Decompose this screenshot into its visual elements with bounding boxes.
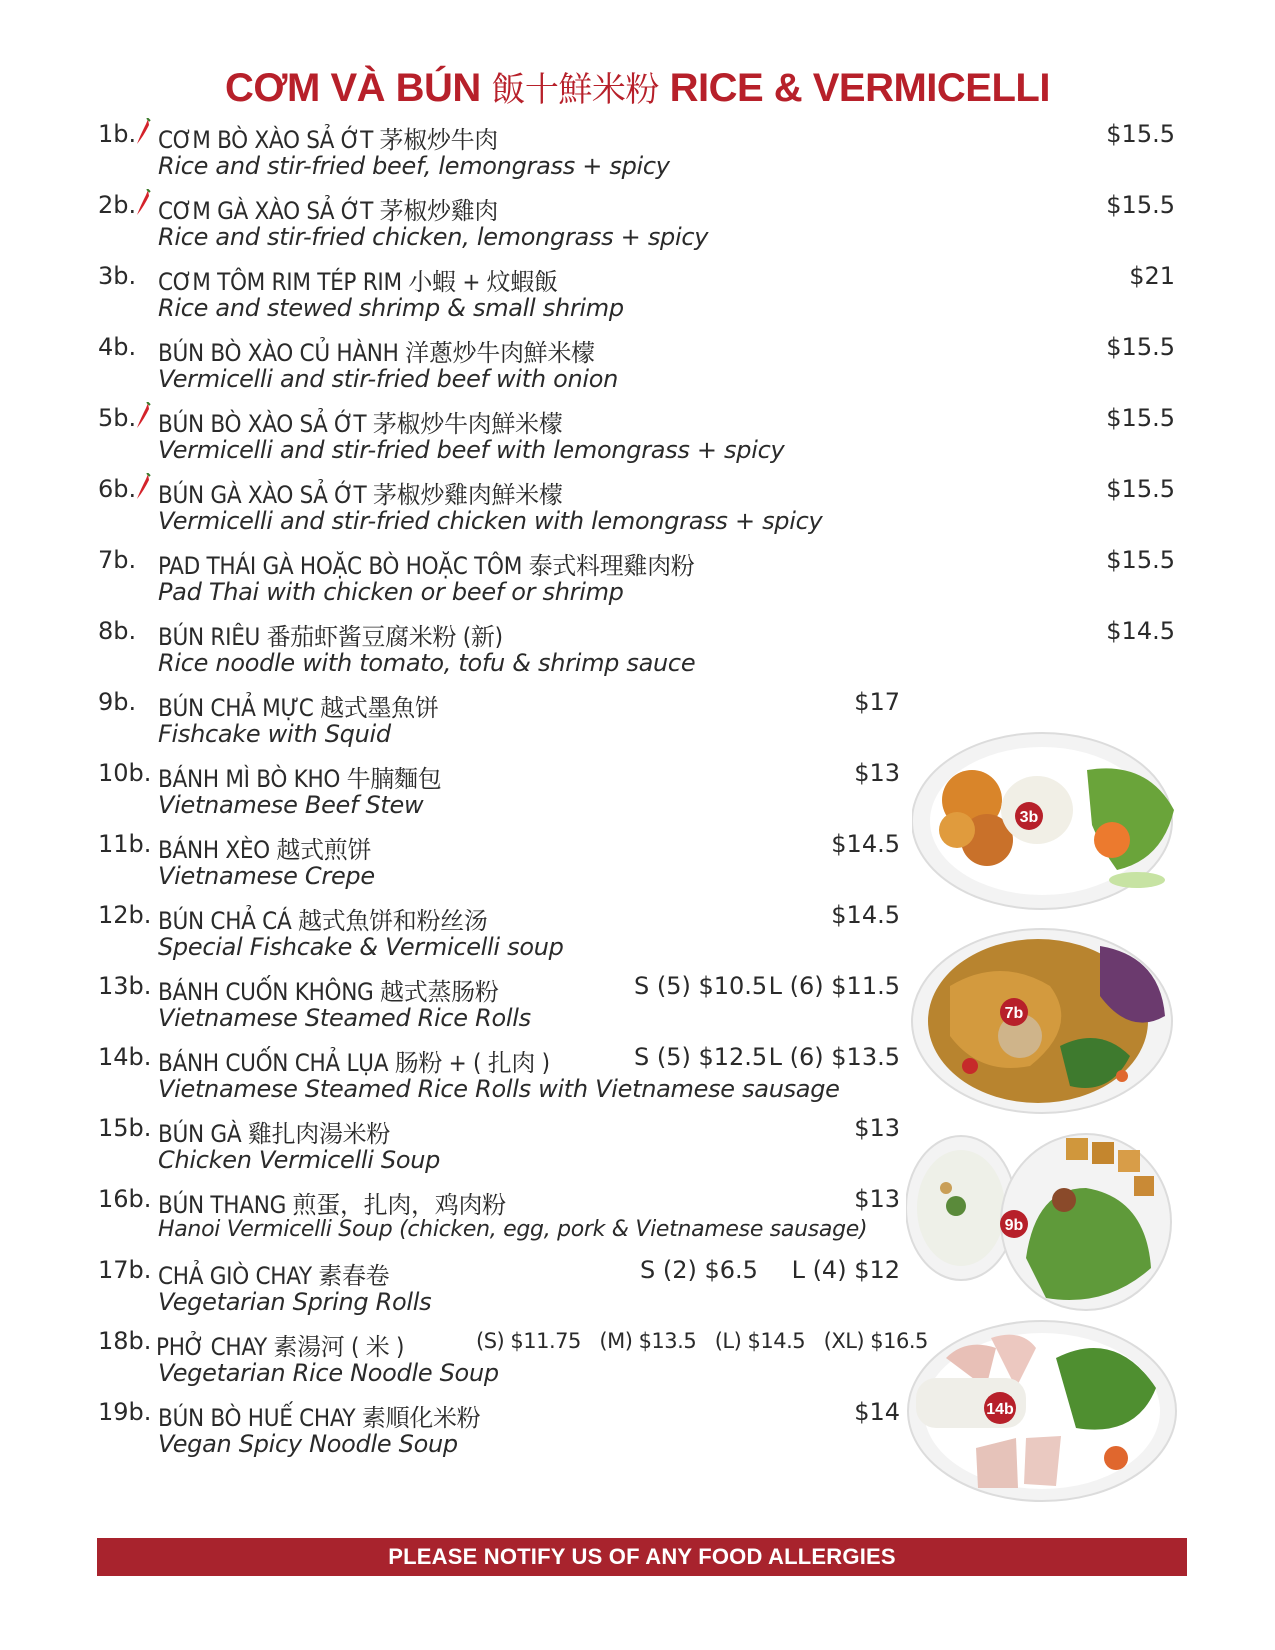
- chili-pepper-icon: [134, 189, 154, 217]
- item-number: 16b.: [98, 1185, 152, 1213]
- item-price: $13: [854, 759, 900, 787]
- item-name: BÚN BÒ XÀO SẢ ỚT 茅椒炒牛肉鮮米檬: [158, 410, 563, 438]
- item-description: Vegetarian Rice Noodle Soup: [158, 1359, 499, 1387]
- item-description: Rice noodle with tomato, tofu & shrimp sauce: [158, 649, 696, 677]
- item-price: $14.5: [831, 830, 900, 858]
- item-price: $14.5: [1106, 617, 1175, 645]
- item-price: $15.5: [1106, 191, 1175, 219]
- menu-item-5b: [0, 404, 1275, 476]
- item-price-small: S (5) $12.5: [634, 1043, 768, 1071]
- item-name: BÚN GÀ 雞扎肉湯米粉: [158, 1120, 391, 1148]
- photo-label-14b: 14b: [986, 1401, 1014, 1418]
- item-price-large: L (6) $13.5: [768, 1043, 900, 1071]
- item-name: BÚN BÒ XÀO CỦ HÀNH 洋蔥炒牛肉鮮米檬: [158, 339, 595, 367]
- item-number: 19b.: [98, 1398, 152, 1426]
- item-number: 7b.: [98, 546, 137, 574]
- item-number: 17b.: [98, 1256, 152, 1284]
- menu-item-1b: [0, 120, 1275, 192]
- item-name: CHẢ GIÒ CHAY 素春卷: [158, 1262, 390, 1290]
- item-name: CƠM GÀ XÀO SẢ ỚT 茅椒炒雞肉: [158, 197, 499, 225]
- dish-photo-3b: [912, 730, 1182, 912]
- item-price: $14.5: [831, 901, 900, 929]
- item-number: 4b.: [98, 333, 137, 361]
- dish-photo-14b: [906, 1318, 1178, 1504]
- chili-pepper-icon: [134, 118, 154, 146]
- menu-item-2b: [0, 191, 1275, 263]
- item-price: $17: [854, 688, 900, 716]
- item-name: BÚN RIÊU 番茄虾酱豆腐米粉 (新): [158, 623, 503, 651]
- item-name: BÚN CHẢ CÁ 越式魚饼和粉丝汤: [158, 907, 488, 935]
- item-description: Rice and stir-fried chicken, lemongrass + spicy: [158, 223, 709, 251]
- item-number: 18b.: [98, 1327, 152, 1355]
- item-price: $15.5: [1106, 546, 1175, 574]
- item-name: BÁNH XÈO 越式煎饼: [158, 836, 372, 864]
- item-number: 5b.: [98, 404, 137, 432]
- item-price: $15.5: [1106, 475, 1175, 503]
- item-price: $21: [1129, 262, 1175, 290]
- item-description: Chicken Vermicelli Soup: [158, 1146, 441, 1174]
- item-number: 3b.: [98, 262, 137, 290]
- item-description: Hanoi Vermicelli Soup (chicken, egg, pork & Vietnamese sausage): [158, 1217, 868, 1242]
- item-description: Vermicelli and stir-fried beef with onion: [158, 365, 619, 393]
- item-number: 15b.: [98, 1114, 152, 1142]
- item-price-small: S (5) $10.5: [634, 972, 768, 1000]
- item-number: 13b.: [98, 972, 152, 1000]
- item-name: CƠM BÒ XÀO SẢ ỚT 茅椒炒牛肉: [158, 126, 499, 154]
- chili-pepper-icon: [134, 473, 154, 501]
- dish-photo-7b: [910, 926, 1180, 1116]
- item-description: Vietnamese Beef Stew: [158, 791, 424, 819]
- menu-item-3b: [0, 262, 1275, 334]
- dish-photo-9b: [906, 1128, 1176, 1314]
- item-name: PHỞ CHAY 素湯河 ( 米 ): [156, 1333, 405, 1361]
- item-price: $13: [854, 1185, 900, 1213]
- item-description: Vermicelli and stir-fried beef with lemongrass + spicy: [158, 436, 785, 464]
- photo-label-3b: 3b: [1019, 809, 1039, 826]
- item-description: Rice and stewed shrimp & small shrimp: [158, 294, 624, 322]
- item-name: BÚN GÀ XÀO SẢ ỚT 茅椒炒雞肉鮮米檬: [158, 481, 563, 509]
- item-number: 12b.: [98, 901, 152, 929]
- item-price-small: S (2) $6.5: [640, 1256, 758, 1284]
- item-name: BÁNH CUỐN KHÔNG 越式蒸肠粉: [158, 978, 499, 1006]
- title-vietnamese: CƠM VÀ BÚN: [225, 66, 481, 110]
- item-name: BÚN CHẢ MỰC 越式墨魚饼: [158, 694, 439, 722]
- item-name: BÁNH MÌ BÒ KHO 牛腩麵包: [158, 765, 442, 793]
- item-description: Vietnamese Steamed Rice Rolls: [158, 1004, 531, 1032]
- item-number: 6b.: [98, 475, 137, 503]
- item-price: $13: [854, 1114, 900, 1142]
- menu-item-7b: [0, 546, 1275, 618]
- item-number: 10b.: [98, 759, 152, 787]
- item-name: BÁNH CUỐN CHẢ LỤA 肠粉 + ( 扎肉 ): [158, 1049, 550, 1077]
- menu-item-6b: [0, 475, 1275, 547]
- item-description: Vegan Spicy Noodle Soup: [158, 1430, 458, 1458]
- photo-label-7b: 7b: [1004, 1005, 1024, 1022]
- menu-item-4b: [0, 333, 1275, 405]
- item-number: 11b.: [98, 830, 152, 858]
- item-price-large: L (6) $11.5: [768, 972, 900, 1000]
- item-description: Vermicelli and stir-fried chicken with lemongrass + spicy: [158, 507, 823, 535]
- item-price: $14: [854, 1398, 900, 1426]
- item-price: $15.5: [1106, 120, 1175, 148]
- photo-label-9b: 9b: [1004, 1217, 1024, 1234]
- item-name: BÚN BÒ HUẾ CHAY 素順化米粉: [158, 1404, 481, 1432]
- page-title: [0, 62, 1275, 111]
- title-english: RICE & VERMICELLI: [669, 66, 1050, 110]
- item-number: 8b.: [98, 617, 137, 645]
- title-chinese: 飯十鮮米粉: [491, 70, 659, 110]
- item-number: 2b.: [98, 191, 137, 219]
- item-description: Fishcake with Squid: [158, 720, 391, 748]
- item-number: 9b.: [98, 688, 137, 716]
- item-description: Vietnamese Crepe: [158, 862, 375, 890]
- allergy-notice-banner: PLEASE NOTIFY US OF ANY FOOD ALLERGIES: [97, 1538, 1187, 1576]
- item-description: Special Fishcake & Vermicelli soup: [158, 933, 564, 961]
- item-number: 1b.: [98, 120, 137, 148]
- item-size-prices: (S) $11.75 (M) $13.5 (L) $14.5 (XL) $16.5: [476, 1329, 928, 1353]
- item-description: Vegetarian Spring Rolls: [158, 1288, 432, 1316]
- item-name: PAD THÁI GÀ HOẶC BÒ HOẶC TÔM 泰式料理雞肉粉: [158, 552, 695, 580]
- chili-pepper-icon: [134, 402, 154, 430]
- item-description: Vietnamese Steamed Rice Rolls with Vietnamese sausage: [158, 1075, 840, 1103]
- item-name: BÚN THANG 煎蛋，扎肉，鸡肉粉: [158, 1191, 506, 1219]
- item-description: Pad Thai with chicken or beef or shrimp: [158, 578, 624, 606]
- item-name: CƠM TÔM RIM TÉP RIM 小蝦 + 炆蝦飯: [158, 268, 558, 296]
- item-price: $15.5: [1106, 404, 1175, 432]
- item-number: 14b.: [98, 1043, 152, 1071]
- item-description: Rice and stir-fried beef, lemongrass + spicy: [158, 152, 670, 180]
- item-price: $15.5: [1106, 333, 1175, 361]
- menu-item-8b: [0, 617, 1275, 689]
- item-price-large: L (4) $12: [791, 1256, 900, 1284]
